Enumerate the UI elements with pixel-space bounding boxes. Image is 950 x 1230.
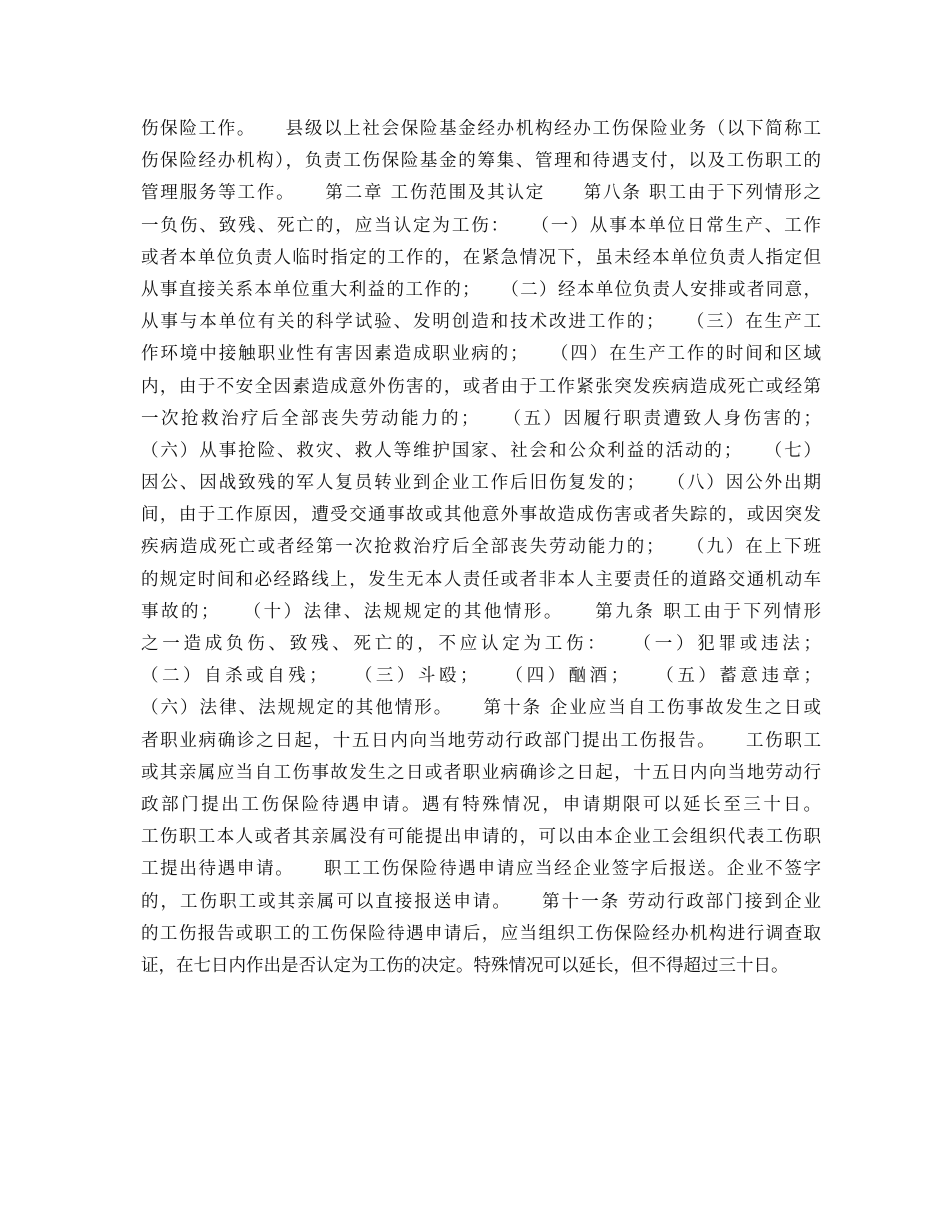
text-line: （六）从事抢险、救灾、救人等维护国家、社会和公众利益的活动的； （七） [141, 440, 821, 461]
text-line: 的工伤报告或职工的工伤保险待遇申请后，应当组织工伤保险经办机构进行调查取 [141, 923, 821, 944]
text-line: 间，由于工作原因，遭受交通事故或其他意外事故造成伤害或者失踪的，或因突发 [141, 505, 821, 526]
text-line: 作环境中接触职业性有害因素造成职业病的； （四）在生产工作的时间和区域 [141, 344, 821, 365]
body-text [141, 113, 821, 982]
text-line: 工伤职工本人或者其亲属没有可能提出申请的，可以由本企业工会组织代表工伤职 [141, 827, 821, 848]
text-line: 的，工伤职工或其亲属可以直接报送申请。 第十一条 劳动行政部门接到企业 [141, 891, 821, 912]
text-line: 工提出待遇申请。 职工工伤保险待遇申请应当经企业签字后报送。企业不签字 [141, 859, 821, 880]
text-line: 伤保险工作。 县级以上社会保险基金经办机构经办工伤保险业务（以下简称工 [141, 119, 821, 139]
text-line: （六）法律、法规规定的其他情形。 第十条 企业应当自工伤事故发生之日或 [141, 698, 821, 719]
text-line: 者职业病确诊之日起，十五日内向当地劳动行政部门提出工伤报告。 工伤职工 [141, 730, 821, 751]
text-line: （二）自杀或自残； （三）斗殴； （四）酗酒； （五）蓄意违章； [141, 666, 821, 687]
text-line: 因公、因战致残的军人复员转业到企业工作后旧伤复发的； （八）因公外出期 [141, 473, 821, 494]
text-line: 证，在七日内作出是否认定为工伤的决定。特殊情况可以延长，但不得超过三十日。 [141, 955, 789, 976]
text-line: 从事直接关系本单位重大利益的工作的； （二）经本单位负责人安排或者同意， [141, 279, 821, 300]
text-line: 一次抢救治疗后全部丧失劳动能力的； （五）因履行职责遭致人身伤害的； [141, 408, 821, 429]
text-line: 事故的； （十）法律、法规规定的其他情形。 第九条 职工由于下列情形 [141, 601, 821, 622]
text-line: 管理服务等工作。 第二章 工伤范围及其认定 第八条 职工由于下列情形之 [141, 183, 821, 204]
text-line: 政部门提出工伤保险待遇申请。遇有特殊情况，申请期限可以延长至三十日。 [141, 794, 821, 815]
text-line: 伤保险经办机构），负责工伤保险基金的筹集、管理和待遇支付，以及工伤职工的 [141, 151, 821, 172]
text-line: 一负伤、致残、死亡的，应当认定为工伤： （一）从事本单位日常生产、工作 [141, 215, 821, 236]
text-line: 的规定时间和必经路线上，发生无本人责任或者非本人主要责任的道路交通机动车 [141, 569, 821, 590]
text-line: 疾病造成死亡或者经第一次抢救治疗后全部丧失劳动能力的； （九）在上下班 [141, 537, 821, 558]
text-line: 从事与本单位有关的科学试验、发明创造和技术改进工作的； （三）在生产工 [141, 312, 821, 333]
text-line: 之一造成负伤、致残、死亡的，不应认定为工伤： （一）犯罪或违法； [141, 634, 821, 654]
text-line: 或其亲属应当自工伤事故发生之日或者职业病确诊之日起，十五日内向当地劳动行 [141, 762, 821, 783]
text-line: 或者本单位负责人临时指定的工作的，在紧急情况下，虽未经本单位负责人指定但 [141, 247, 821, 268]
text-line: 内，由于不安全因素造成意外伤害的，或者由于工作紧张突发疾病造成死亡或经第 [141, 376, 821, 397]
